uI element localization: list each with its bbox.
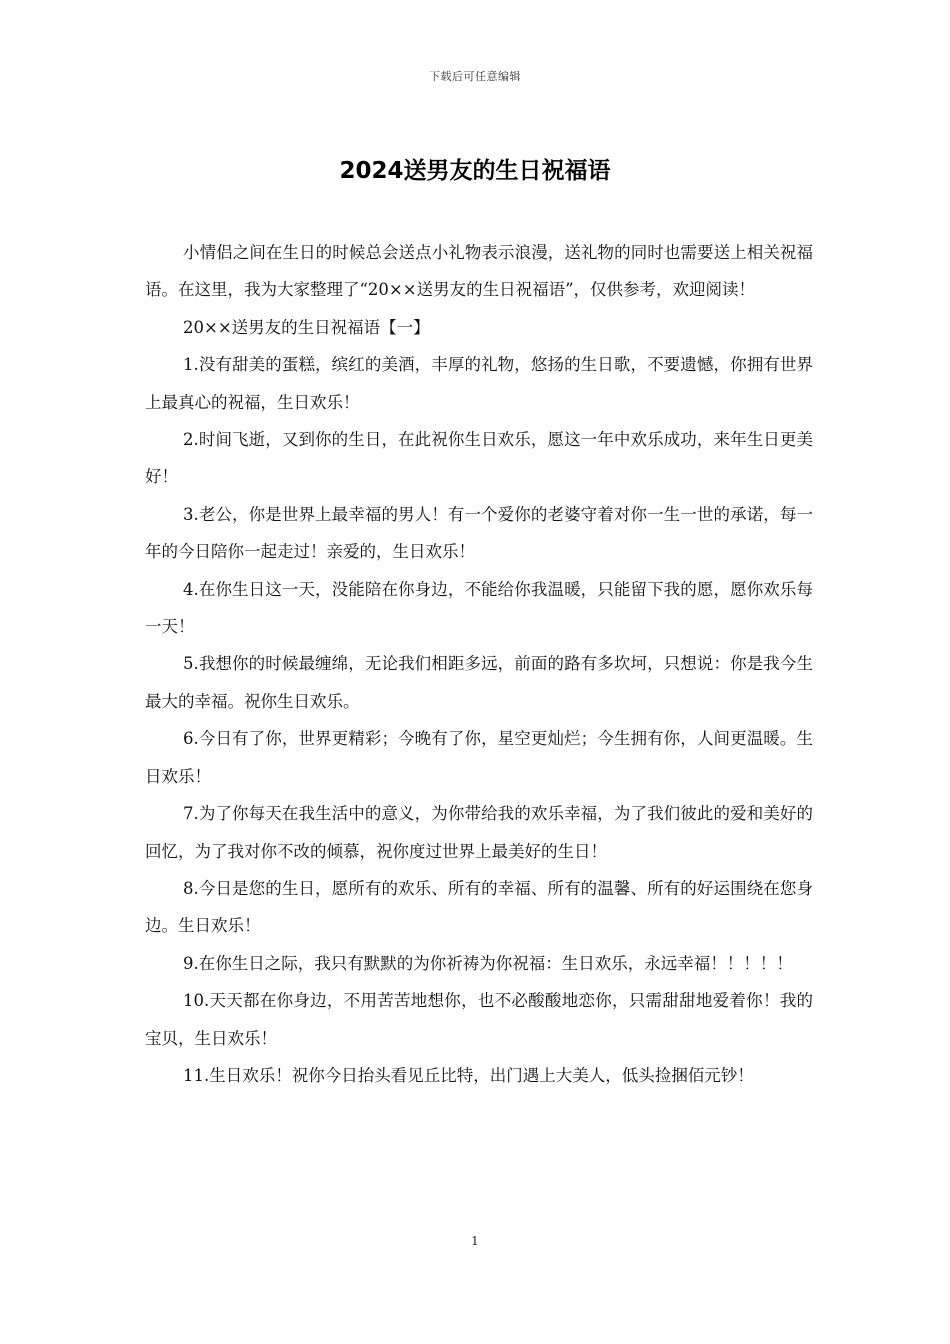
list-item: 10.天天都在你身边，不用苦苦地想你，也不必酸酸地恋你，只需甜甜地爱着你！我的宝贝，生日欢乐！ [145,991,813,1048]
section-heading: 20××送男友的生日祝福语【一】 [183,317,430,337]
list-item: 5.我想你的时候最缠绵，无论我们相距多远，前面的路有多坎坷，只想说：你是我今生最大的幸福。祝你生日欢乐。 [145,654,813,711]
list-item: 6.今日有了你，世界更精彩；今晚有了你，星空更灿烂；今生拥有你，人间更温暖。生日欢乐！ [145,729,813,786]
header-note: 下载后可任意编辑 [429,70,521,83]
document-title: 2024送男友的生日祝福语 [339,158,611,184]
list-item: 8.今日是您的生日，愿所有的欢乐、所有的幸福、所有的温馨、所有的好运围绕在您身边。生日欢乐！ [145,878,813,936]
list-item: 1.没有甜美的蛋糕，缤红的美酒，丰厚的礼物，悠扬的生日歌，不要遗憾，你拥有世界上最真心的祝福，生日欢乐！ [145,355,813,412]
document-body [145,234,813,1094]
list-item: 2.时间飞逝，又到你的生日，在此祝你生日欢乐，愿这一年中欢乐成功，来年生日更美好！ [145,430,813,487]
list-item: 7.为了你每天在我生活中的意义，为你带给我的欢乐幸福，为了我们彼此的爱和美好的回忆，为了我对你不改的倾慕，祝你度过世界上最美好的生日！ [145,804,813,861]
list-item: 3.老公，你是世界上最幸福的男人！有一个爱你的老婆守着对你一生一世的承诺，每一年的今日陪你一起走过！亲爱的，生日欢乐！ [145,504,813,562]
intro-paragraph: 小情侣之间在生日的时候总会送点小礼物表示浪漫，送礼物的同时也需要送上相关祝福语。在这里，我为大家整理了“20××送男友的生日祝福语”，仅供参考，欢迎阅读！ [145,243,813,300]
page-number: 1 [471,1234,479,1248]
list-item: 4.在你生日这一天，没能陪在你身边，不能给你我温暖，只能留下我的愿，愿你欢乐每一天！ [145,579,813,637]
list-item: 9.在你生日之际，我只有默默的为你祈祷为你祝福：生日欢乐，永远幸福！！！！！ [183,953,793,973]
list-item: 11.生日欢乐！祝你今日抬头看见丘比特，出门遇上大美人，低头捡捆佰元钞！ [183,1065,754,1085]
